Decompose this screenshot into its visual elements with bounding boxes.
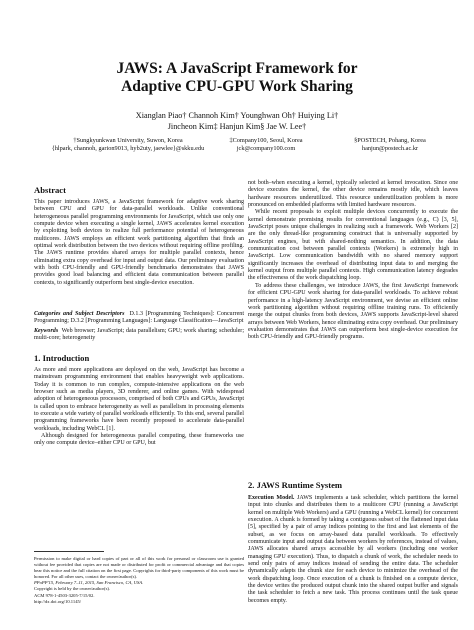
affiliation-skku (38, 137, 218, 153)
abstract-text: This paper introduces JAWS, a JavaScript framework for adaptive work sharing between CPU and GPU for data-parallel workloads. Unlike conventional heterogeneous parallel programming environments for JavaScript, which use only one compute device when executing a single kernel, JAWS accelerates kernel execution by exploiting both devices to realize full performance potential of heterogeneous multicores. JAWS employs an efficient work partitioning algorithm that finds an optimal work distribution between the two devices without requiring offline profiling. The JAWS runtime provides shared arrays for multiple parallel contexts, hence eliminating extra copy overhead for input and output data. Our preliminary evaluation with both CPU-friendly and GPU-friendly benchmarks demonstrates that JAWS provides good load balancing and efficient data communication between parallel contexts, to significantly outperform best single-device execution. (34, 199, 244, 286)
intro-paragraph-1: As more and more applications are deployed on the web, JavaScript has become a mainstream programming environment that enables heavyweight web applications. Today it is common to run complex, compute-intensive applications on the web browser such as media players, 3D renderer, and online games. With widespread adoption of heterogeneous processors, comprised of both CPUs and GPUs, JavaScript is called upon to embrace heterogeneity as well as parallelism in processing elements to execute a wide variety of parallel workloads efficiently. To this end, several parallel programming frameworks have been recently proposed to accelerate data-parallel workloads, including WebCL [1]. (34, 367, 244, 432)
affiliation-company100-name: ‡Company100, Seoul, Korea (229, 137, 303, 144)
authors-line2: Jincheon Kim‡ Hanjun Kim§ Jae W. Lee† (167, 122, 307, 131)
footnote-rule (34, 551, 104, 552)
affiliation-postech-email: hanjun@postech.ac.kr (361, 145, 419, 152)
affiliation-postech (330, 137, 450, 153)
execution-model-label: Execution Model. (248, 495, 295, 501)
execution-model-text: JAWS implements a task scheduler, which partitions the kernel input into chunks and distributes them to a multicore CPU (running a JavaScript kernel on multiple Web Workers) and a GPU (running a WebCL kernel) for concurrent execution. A chunk is formed by taking a contiguous subset of the flattened input data [5], specified by a pair of array indices pointing to the first and last elements of the subset, as we focus on array-based data parallel workloads. To effectively communicate input and output data between workers by references, instead of values, JAWS allocates shared arrays accessible by all workers (including one worker managing GPU execution). Thus, to dispatch a chunk of work, the scheduler needs to send only pairs of array indices instead of sending the entire data. The scheduler dynamically adapts the chunk size for each device to minimize the overhead of the work dispatching loop. Once execution of a chunk is finished on a compute device, the device writes the produced output chunk into the shared output buffer and signals the task scheduler to fetch a new task. This process continues until the task queue becomes empty. (248, 495, 459, 604)
right-column-intro (248, 180, 458, 342)
permission-text: Permission to make digital or hard copies of part or all of this work for personal or classroom use is granted without fee provided that copies are not made or distributed for profit or commercial advantage and that copies bear this notice and the full citation on the first page. Copyrights for third-party components of this work must be honored. For all other uses, contact the owner/author(s). (34, 556, 244, 580)
right-paragraph-1: not both–when executing a kernel, typically selected at kernel invocation. Since one device executes the kernel, the other device remains mostly idle, which leaves hardware resources underutilized. This resource underutilization problem is more pronounced on embedded platforms with limited hardware resources. (248, 180, 458, 209)
categories-text: D.1.3 [Programming Techniques]: Concurrent Programming; D.3.2 [Programming Languages]: Language Classification—JavaScript (34, 311, 244, 325)
jaws-runtime-body (248, 495, 458, 605)
affiliation-postech-name: §POSTECH, Pohang, Korea (354, 137, 426, 144)
introduction-section (34, 353, 244, 363)
keywords-text: Web browser; JavaScript; data parallelism; GPU; work sharing; scheduler; multi-core; heterogeneity (34, 327, 244, 342)
jaws-runtime-section (248, 480, 458, 490)
introduction-body (34, 367, 244, 448)
copyright-text: Copyright is held by the owner/author(s). (34, 586, 111, 592)
categories-heading: Categories and Subject Descriptors (34, 311, 125, 317)
abstract-body (34, 199, 244, 287)
abstract-heading: Abstract (34, 185, 66, 195)
affiliation-company100 (196, 137, 336, 153)
affiliation-company100-email: jck@company100.com (236, 145, 296, 152)
introduction-heading: 1. Introduction (34, 353, 90, 363)
right-paragraph-2: While recent proposals to exploit multiple devices concurrently to execute the kernel demonstrate promising results for conventional languages (e.g., C) [3, 5], JavaScript poses unique challenges in realizing such a framework. Web Workers [2] are the only thread-like programming construct that is universally supported by JavaScript engines, but with shared-nothing semantics. In addition, the data communication cost between parallel contexts (Workers) is extremely high in JavaScript. Low communication bandwidth with no shared memory support significantly increases the overhead of distributing input data to and merging the kernel output from multiple parallel contexts. High communication latency degrades the effectiveness of the work dispatching loop. (248, 209, 458, 282)
jaws-runtime-heading: 2. JAWS Runtime System (248, 480, 343, 490)
categories-section (34, 311, 244, 342)
authors-line1: Xianglan Piao† Channoh Kim† Younghwan Oh† Huiying Li† (135, 111, 339, 120)
paper-title-line1: JAWS: A JavaScript Framework for (116, 60, 358, 77)
acm-isbn-text: ACM 978-1-4503-3205-7/15/02. (34, 592, 95, 598)
affiliation-skku-name: †Sungkyunkwan University, Suwon, Korea (73, 137, 183, 144)
paper-title-line2: Adaptive CPU-GPU Work Sharing (121, 78, 353, 95)
abstract-section (34, 185, 244, 195)
intro-paragraph-2: Although designed for heterogeneous parallel computing, these frameworks use only one compute device–either CPU or GPU, but (34, 433, 244, 447)
affiliation-skku-email: {hlpark, channoh, garion9013, hyb2uty, jaewlee}@skku.edu (51, 145, 205, 152)
permission-block (34, 556, 244, 605)
keywords-heading: Keywords (34, 327, 59, 334)
right-paragraph-3: To address these challenges, we introduce JAWS, the first JavaScript framework for efficient CPU-GPU work sharing for data-parallel workloads. To achieve robust performance in a high-latency JavaScript environment, we devise an efficient online work partitioning algorithm without requiring offline training runs. To efficiently merge the output chunks from both devices, JAWS supports JavaScript-level shared arrays between Web Workers, hence eliminating extra copy overhead. Our preliminary evaluation demonstrates that JAWS can outperform best single-device execution for both CPU-friendly and GPU-friendly programs. (248, 282, 458, 341)
doi-text: http://dx.doi.org/10.1145/ (34, 598, 82, 604)
venue-text: PPoPP'15, February 7–11, 2015, San Francisco, CA, USA. (34, 580, 144, 586)
